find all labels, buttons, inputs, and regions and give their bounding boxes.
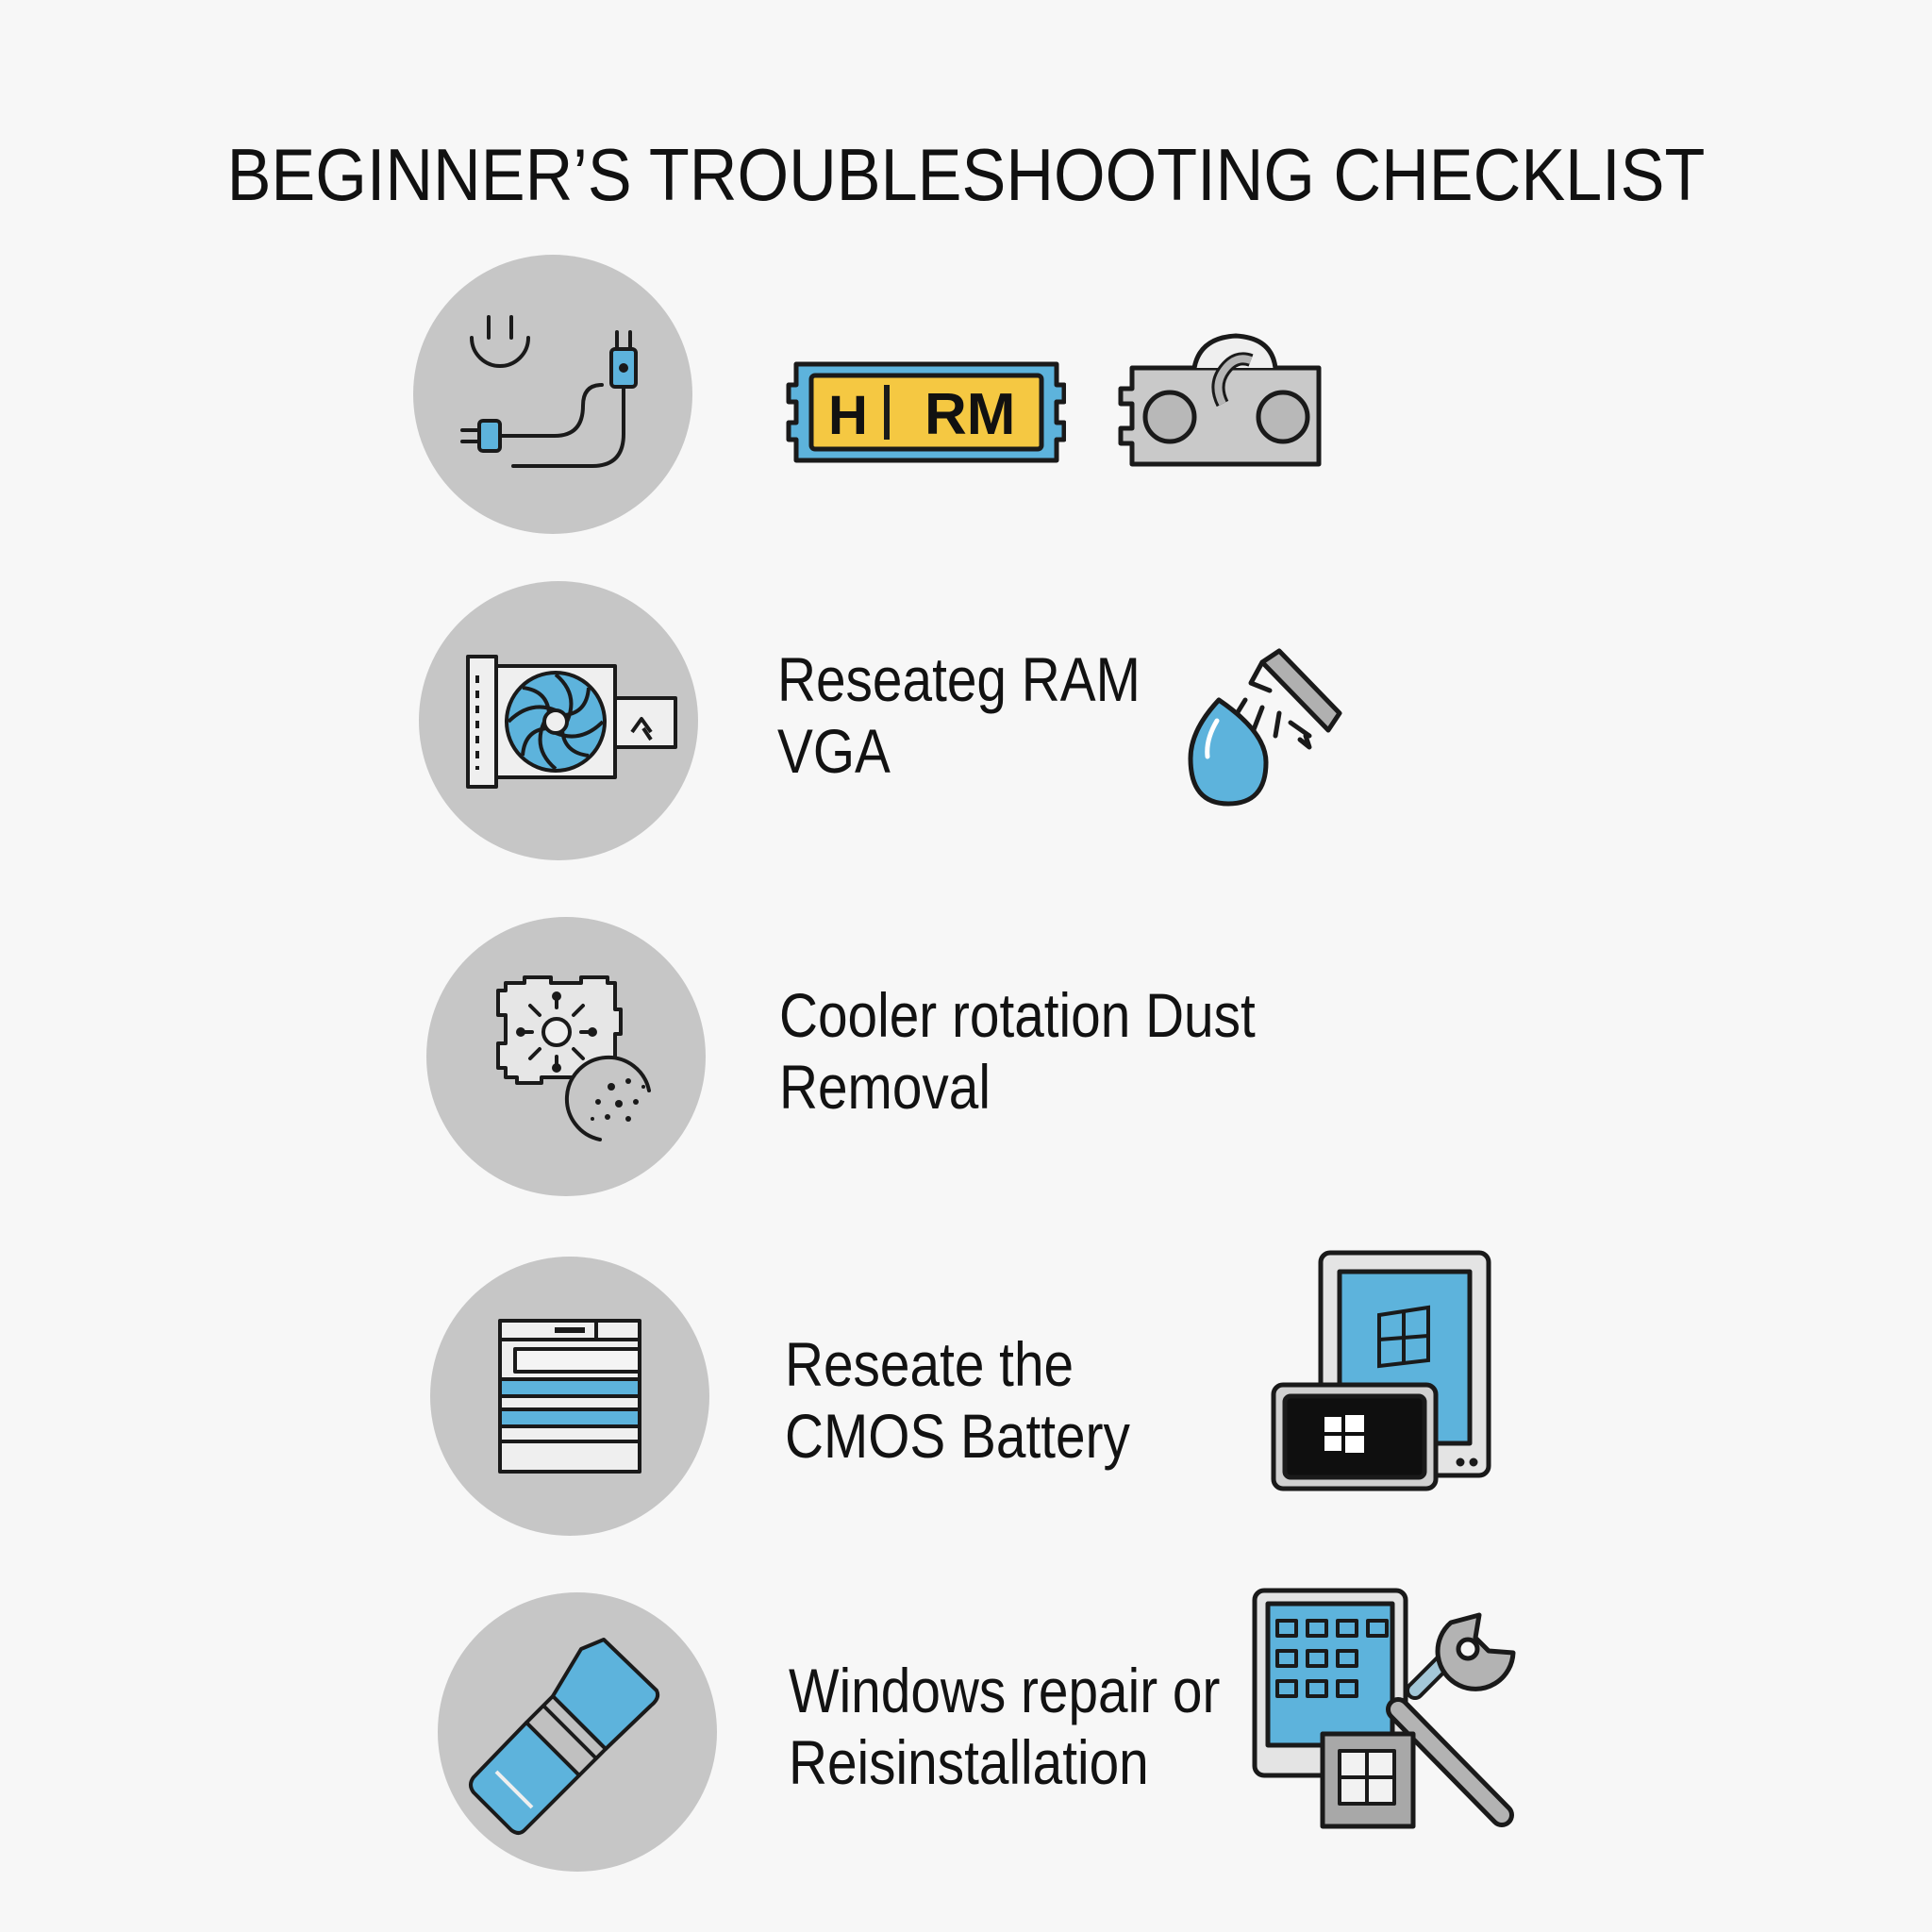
checklist-label <box>785 1328 1130 1472</box>
checklist-label <box>789 1655 1220 1798</box>
label-line: Cooler rotation Dust <box>779 980 1256 1050</box>
label-line: Removal <box>779 1052 991 1122</box>
windows-tablet-icon <box>1268 1247 1494 1492</box>
gpu-card-icon <box>1113 330 1326 470</box>
ram-stick-icon <box>783 357 1066 468</box>
checklist-row-cooler <box>0 917 1932 1200</box>
checklist-row-windows <box>0 1592 1932 1875</box>
checklist-label <box>779 979 1256 1123</box>
ram-label: RM <box>924 382 1016 447</box>
cmos-bios-panel-icon <box>430 1257 709 1536</box>
water-drop-spray-icon <box>1185 645 1345 815</box>
graphics-card-fan-icon <box>419 581 698 860</box>
label-line: Reseate the <box>785 1329 1074 1399</box>
checklist-row-cmos <box>0 1257 1932 1540</box>
ram-logo: H <box>828 385 868 446</box>
checklist-row-power <box>0 255 1932 538</box>
label-line: Reseateg RAM <box>777 644 1141 714</box>
page-title: BEGINNER’S TROUBLESHOOTING CHECKLIST <box>226 133 1706 217</box>
checklist-row-ram-vga <box>0 581 1932 864</box>
label-line: Windows repair or <box>789 1656 1221 1725</box>
power-cable-icon <box>413 255 692 534</box>
checklist-label <box>777 643 1141 787</box>
windows-repair-tools-icon <box>1249 1585 1532 1832</box>
label-line: VGA <box>777 716 891 786</box>
cpu-dust-icon <box>426 917 706 1196</box>
label-line: CMOS Battery <box>785 1401 1130 1471</box>
usb-drive-icon <box>438 1592 717 1872</box>
label-line: Reisinstallation <box>789 1727 1149 1797</box>
